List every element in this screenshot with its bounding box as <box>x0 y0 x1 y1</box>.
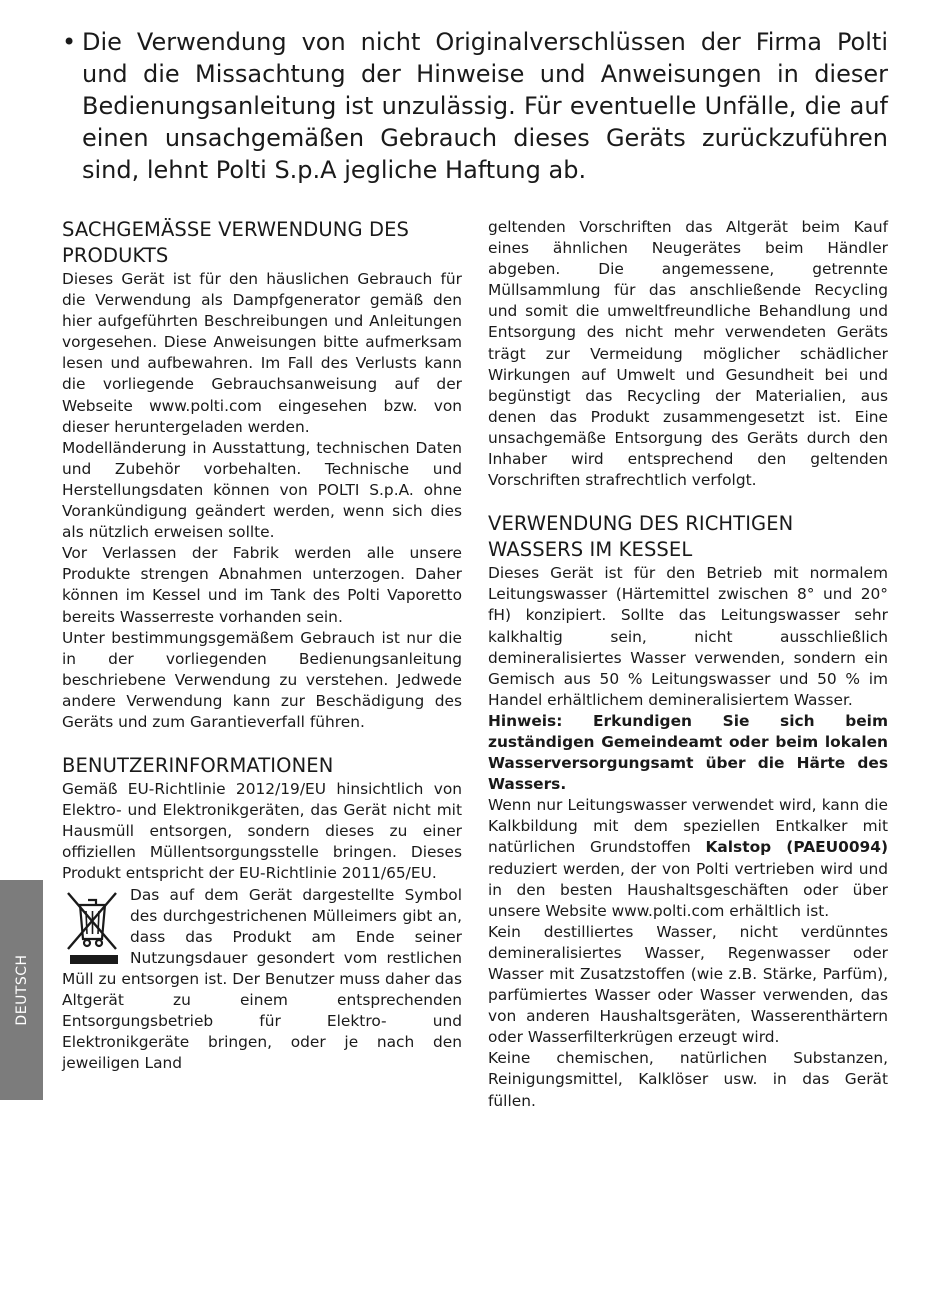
paragraph: Kein destilliertes Wasser, nicht verdünntes demineralisiertes Wasser, Regenwasser oder Wasser mit Zusatzstoffen (wie z.B. Stärke, Parfüm), parfümiertes Wasser oder Wasser verwenden, das von anderen Haushaltsgeräten, Wasserenthärtern oder Wasserfilterkrügen erzeugt wird. <box>488 922 888 1047</box>
left-column <box>62 217 462 1074</box>
right-column <box>488 217 888 1112</box>
paragraph: Vor Verlassen der Fabrik werden alle unsere Produkte strengen Abnahmen unterzogen. Daher können im Kessel und im Tank des Polti Vaporetto bereits Wasserreste vorhanden sein. <box>62 544 462 626</box>
paragraph: Unter bestimmungsgemäßem Gebrauch ist nur die in der vorliegenden Bedienungsanleitung beschriebene Verwendung zu verstehen. Jedwede andere Verwendung kann zur Beschädigung des Geräts und zum Garantieverfall führen. <box>62 628 462 731</box>
paragraph: Gemäß EU-Richtlinie 2012/19/EU hinsichtlich von Elektro- und Elektronikgeräten, das Gerät nicht mit Hausmüll entsorgen, sondern dieses zu einer offiziellen Müllentsorgungsstelle bringen. Dieses Produkt entspricht der EU-Richtlinie 2011/65/EU. <box>62 780 462 883</box>
text-span: Wenn nur Leitungswasser verwendet wird, kann die Kalkbildung mit dem speziellen Entkalker mit natürlichen Grundstoffen <box>488 796 888 857</box>
paragraph-kalstop <box>488 795 888 922</box>
bullet-icon: • <box>62 28 77 56</box>
product-code: Kalstop (PAEU0094) <box>705 838 888 857</box>
weee-block <box>62 885 462 1075</box>
heading-sachgemaesse-verwendung: SACHGEMÄSSE VERWENDUNG DES PRODUKTS <box>62 218 409 267</box>
heading-richtiges-wasser: VERWENDUNG DES RICHTIGEN WASSERS IM KESSEL <box>488 512 794 562</box>
paragraph: Dieses Gerät ist für den häuslichen Gebrauch für die Verwendung als Dampfgenerator gemäß den hier aufgeführten Beschreibungen und Anleitungen vorgesehen. Diese Anweisungen bitte aufmerksam lesen und aufbewahren. Im Fall des Verlusts kann die vorliegende Gebrauchsanweisung auf der Webseite www.polti.com eingesehen bzw. von dieser heruntergeladen werden. <box>62 270 462 436</box>
heading-benutzerinformationen: BENUTZERINFORMATIONEN <box>62 754 334 778</box>
text-span: reduziert werden, der von Polti vertrieben wird und in den besten Haushaltsgeschäften oder über unsere Website www.polti.com erhältlich ist. <box>488 859 888 920</box>
paragraph: Modelländerung in Ausstattung, technischen Daten und Zubehör vorbehalten. Technische und Herstellungsdaten können von POLTI S.p.A. ohne Vorankündigung geändert werden, wenn sich dies als nützlich erweisen sollte. <box>62 438 462 542</box>
top-notice <box>62 26 888 186</box>
crossed-out-wheelie-bin-icon <box>62 887 122 967</box>
weee-text: Das auf dem Gerät dargestellte Symbol des durchgestrichenen Mülleimers gibt an, dass das Produkt am Ende seiner Nutzungsdauer gesondert vom restlichen Müll zu entsorgen ist. Der Benutzer muss daher das Altgerät zu einem entsprechenden Entsorgungsbetrieb für Elektro- und Elektronikgeräte bringen, oder je nach den jeweiligen Land <box>62 885 462 1073</box>
language-label: DEUTSCH <box>13 954 30 1026</box>
hinweis-note: Hinweis: Erkundigen Sie sich beim zuständigen Gemeindeamt oder beim lokalen Wasserversorgungsamt über die Härte des Wassers. <box>488 711 888 794</box>
paragraph: Keine chemischen, natürlichen Substanzen, Reinigungsmittel, Kalklöser usw. in das Gerät füllen. <box>488 1049 888 1110</box>
weee-text-continued: geltenden Vorschriften das Altgerät beim Kauf eines ähnlichen Neugerätes beim Händler abgeben. Die angemessene, getrennte Müllsammlung für das anschließende Recycling und somit die umweltfreundliche Behandlung und Entsorgung des nicht mehr verwendeten Geräts trägt zur Vermeidung möglicher schädlicher Wirkungen auf Umwelt und Gesundheit bei und begünstigt das Recycling der Materialien, aus denen das Produkt zusammengesetzt ist. Eine unsachgemäße Entsorgung des Geräts durch den Inhaber wird entsprechend den geltenden Vorschriften strafrechtlich verfolgt. <box>488 218 888 490</box>
language-side-tab <box>0 880 43 1100</box>
top-notice-text: Die Verwendung von nicht Originalverschlüssen der Firma Polti und die Missachtung der Hinweise und Anweisungen in dieser Bedienungsanleitung ist unzulässig. Für eventuelle Unfälle, die auf einen unsachgemäßen Gebrauch dieses Geräts zurückzuführen sind, lehnt Polti S.p.A jegliche Haftung ab. <box>82 28 888 184</box>
paragraph: Dieses Gerät ist für den Betrieb mit normalem Leitungswasser (Härtemittel zwischen 8° und 20° fH) konzipiert. Sollte das Leitungswasser sehr kalkhaltig sein, nicht ausschließlich demineralisiertes Wasser verwenden, sondern ein Gemisch aus 50 % Leitungswasser und 50 % im Handel erhältlichem demineralisiertem Wasser. <box>488 564 888 709</box>
